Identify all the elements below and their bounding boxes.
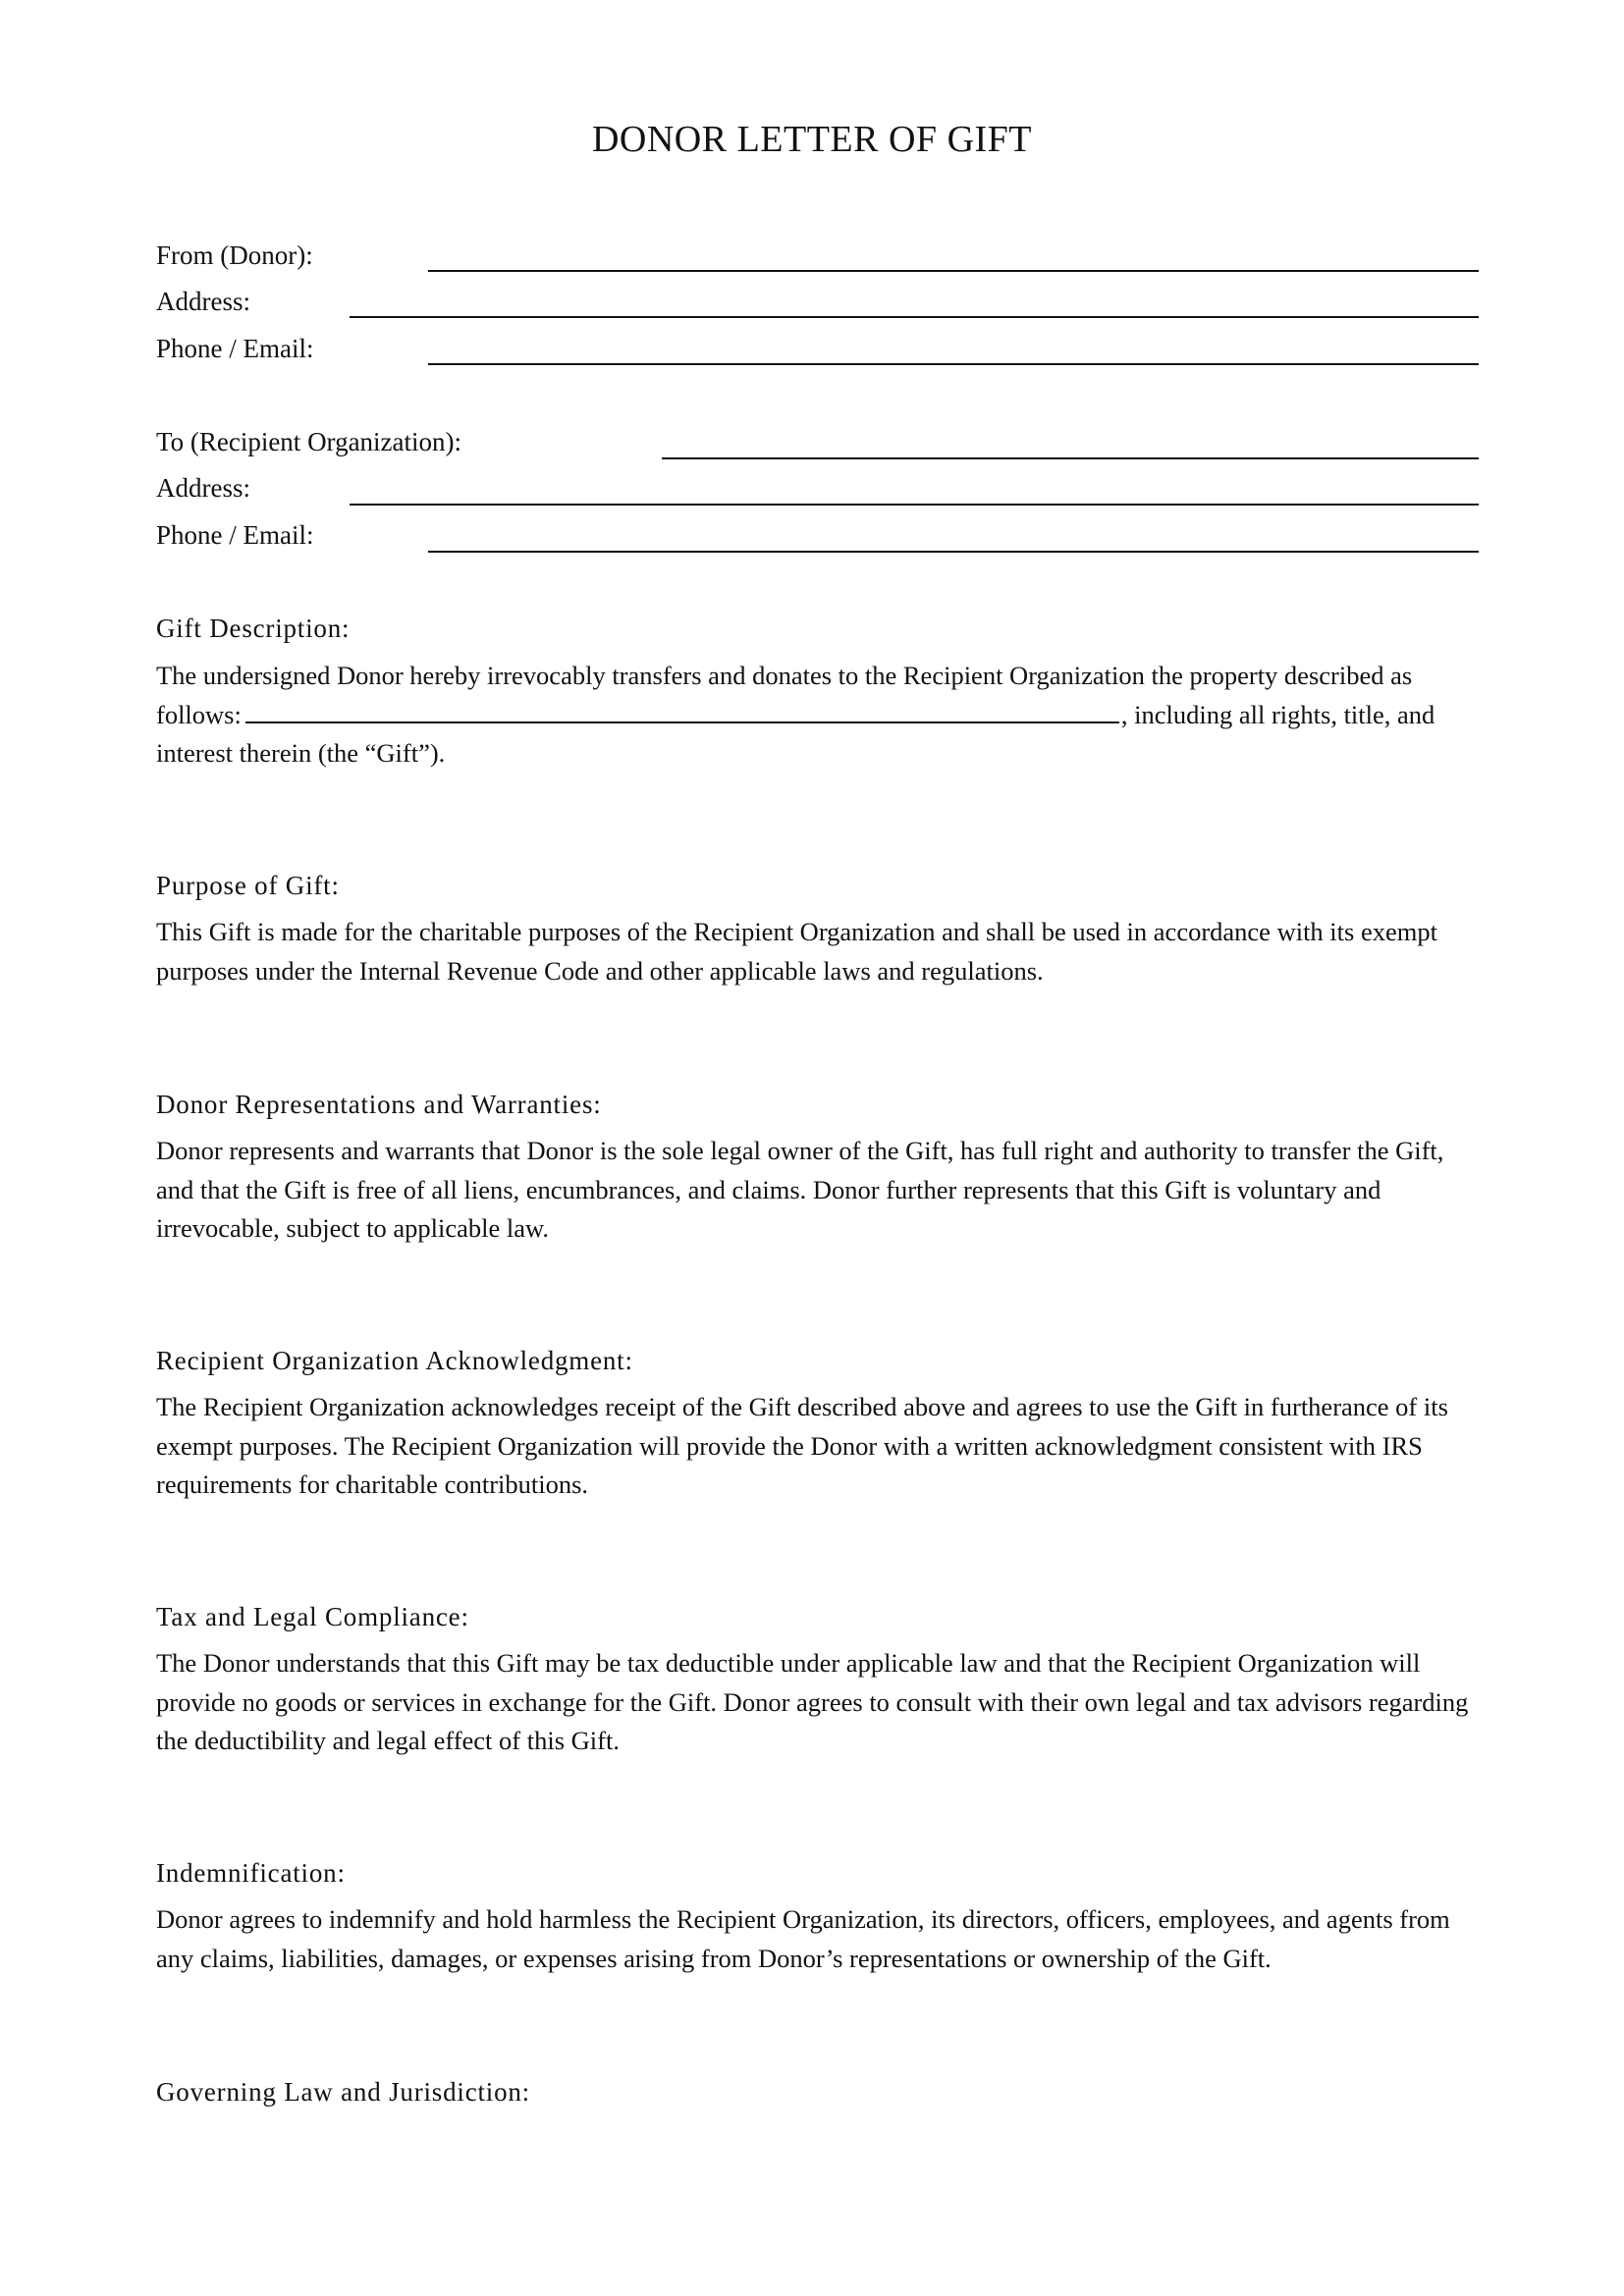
acknowledgment-heading: Recipient Organization Acknowledgment:: [156, 1346, 633, 1375]
recipient-name-field[interactable]: [662, 457, 1479, 459]
governing-law-heading: Governing Law and Jurisdiction:: [156, 2077, 530, 2107]
purpose-body: This Gift is made for the charitable purposes of the Recipient Organization and shall be used in accordance with its exempt purposes under the Internal Revenue Code and other applicable laws and regulations.: [156, 917, 1437, 986]
donor-address-label: Address:: [156, 287, 250, 316]
gift-property-blank[interactable]: [245, 698, 1119, 723]
donor-contact-label: Phone / Email:: [156, 334, 314, 363]
document-title: DONOR LETTER OF GIFT: [591, 119, 1033, 160]
gift-description-text-before: The undersigned Donor hereby irrevocably transfers and donates to the Recipient Organization the property described as follows:: [156, 661, 1413, 729]
donor-contact-field[interactable]: [428, 363, 1479, 365]
gift-description-body: [156, 657, 1477, 774]
indemnification-body: Donor agrees to indemnify and hold harmless the Recipient Organization, its directors, officers, employees, and agents from any claims, liabilities, damages, or expenses arising from Donor’s representations or ownership of the Gift.: [156, 1904, 1450, 1973]
recipient-contact-field[interactable]: [428, 551, 1479, 553]
donor-address-field[interactable]: [350, 316, 1479, 318]
compliance-heading: Tax and Legal Compliance:: [156, 1602, 469, 1631]
recipient-to-label: To (Recipient Organization):: [156, 427, 462, 456]
representations-heading: Donor Representations and Warranties:: [156, 1090, 602, 1119]
donor-from-label: From (Donor):: [156, 240, 313, 270]
recipient-contact-label: Phone / Email:: [156, 520, 314, 550]
recipient-address-label: Address:: [156, 473, 250, 503]
representations-body: Donor represents and warrants that Donor is the sole legal owner of the Gift, has full right and authority to transfer the Gift, and that the Gift is free of all liens, encumbrances, and claims. Donor further represents that this Gift is voluntary and irrevocable, subject to applicable law.: [156, 1136, 1444, 1243]
gift-description-text-after: , including all rights, title, and interest therein (the “Gift”).: [156, 699, 1435, 768]
gift-description-heading: Gift Description:: [156, 614, 351, 643]
indemnification-heading: Indemnification:: [156, 1858, 346, 1888]
acknowledgment-body: The Recipient Organization acknowledges receipt of the Gift described above and agrees to use the Gift in furtherance of its exempt purposes. The Recipient Organization will provide the Donor with a written acknowledgment consistent with IRS requirements for charitable contributions.: [156, 1392, 1448, 1499]
recipient-address-field[interactable]: [350, 504, 1479, 506]
purpose-heading: Purpose of Gift:: [156, 871, 340, 900]
donor-name-field[interactable]: [428, 270, 1479, 272]
compliance-body: The Donor understands that this Gift may be tax deductible under applicable law and that the Recipient Organization will provide no goods or services in exchange for the Gift. Donor agrees to consult with their own legal and tax advisors regarding the deductibility and legal effect of this Gift.: [156, 1648, 1469, 1755]
